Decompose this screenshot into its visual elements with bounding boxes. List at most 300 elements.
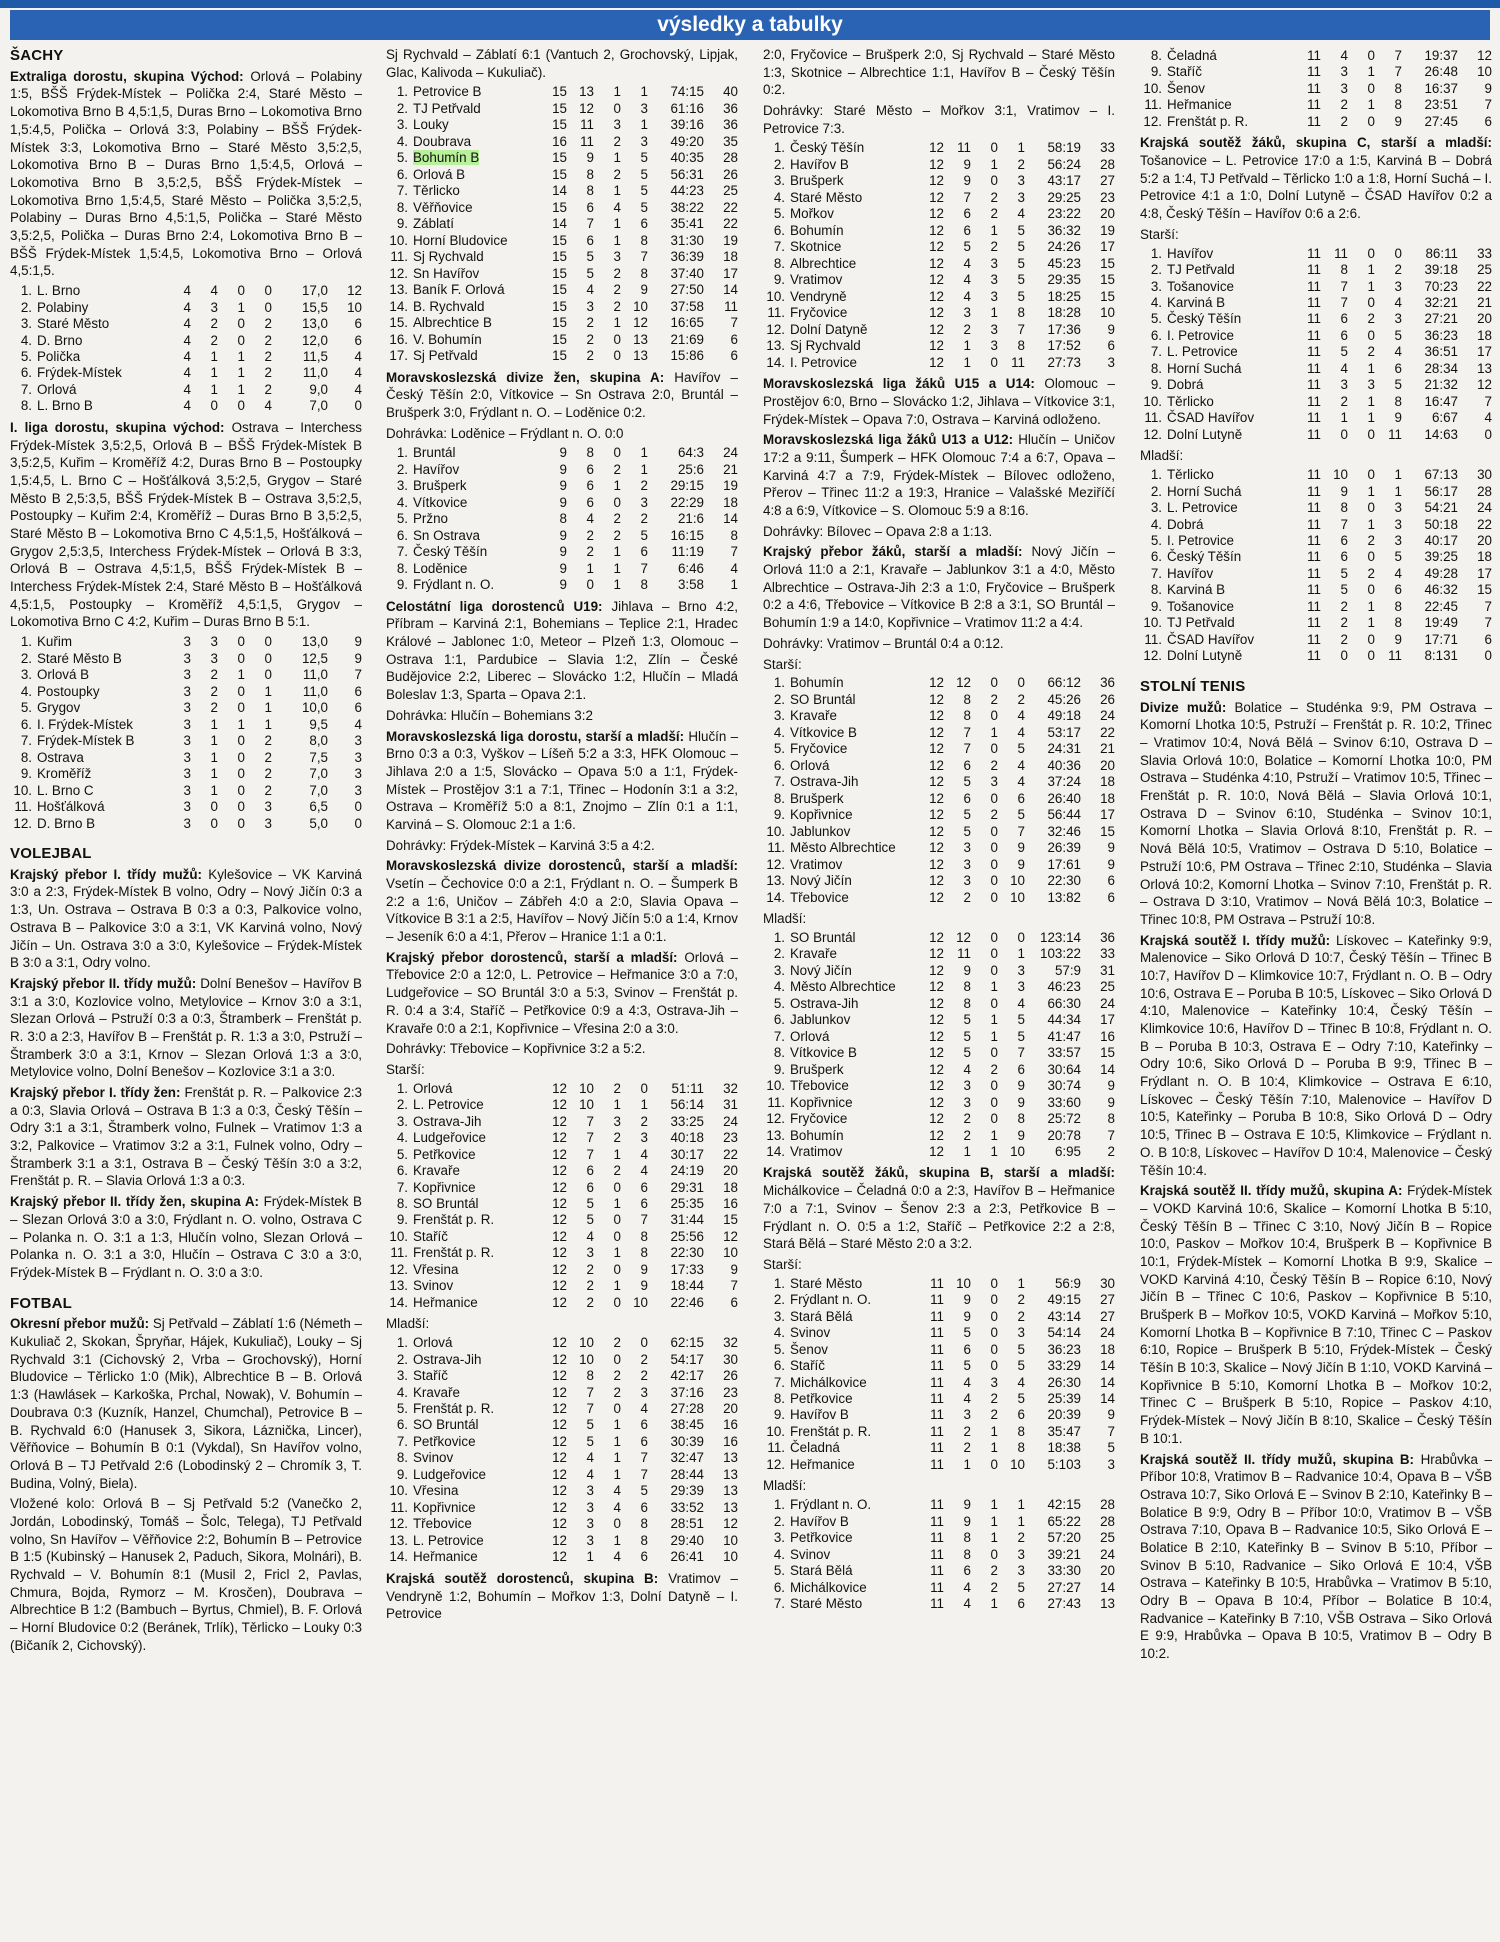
draws-cell: 1 <box>990 1423 998 1439</box>
losses-cell: 0 <box>1017 675 1025 691</box>
results-text: Nový Jičín – Orlová 11:0 a 2:1, Kravaře – Jablunkov 3:1 a 4:0, Město Albrechtice – Ostrava-Jih 2:3 a 1:0, Fryčovice – Brušperk 0:2 a 4:6, Třebovice – Vítkovice B 2:8 a 3:1, SO Bruntál – Bohumín 1:9 a 14:0, Kopřivnice – Vratimov 11:2 a 4:4. <box>763 544 1115 631</box>
wins-cell: 9 <box>963 1513 971 1529</box>
result-paragraph <box>386 1570 738 1623</box>
losses-cell: 4 <box>1017 206 1025 222</box>
team-name-cell: Orlová B <box>37 667 90 683</box>
points-cell: 12 <box>723 1228 738 1244</box>
draws-cell: 0 <box>1367 48 1375 63</box>
played-cell: 11 <box>1307 598 1321 614</box>
points-cell: 6 <box>354 316 362 332</box>
score-cell: 57:20 <box>1047 1530 1081 1546</box>
played-cell: 3 <box>183 700 191 716</box>
team-name-cell: Město Albrechtice <box>790 840 896 856</box>
losses-cell: 2 <box>1017 1292 1025 1308</box>
table-row <box>10 300 362 316</box>
draws-cell: 1 <box>1367 598 1375 614</box>
points-cell: 21 <box>1100 741 1115 757</box>
team-name-cell: Michálkovice <box>790 1579 867 1595</box>
table-row <box>763 1563 1115 1579</box>
draws-cell: 0 <box>990 1308 998 1324</box>
score-cell: 3:58 <box>677 577 704 593</box>
team-name-cell: Frýdlant n. O. <box>790 1292 872 1308</box>
wins-cell: 8 <box>963 1546 971 1562</box>
points-cell: 32 <box>723 1080 738 1096</box>
team-name-cell: Heřmanice <box>790 1456 855 1472</box>
table-row <box>386 1417 738 1433</box>
played-cell: 11 <box>930 1440 944 1456</box>
table-row <box>10 398 362 414</box>
competition-name: I. liga dorostu, skupina východ: <box>10 419 225 435</box>
team-name-cell: Kopřivnice <box>413 1179 476 1195</box>
team-name-cell: Michálkovice <box>790 1374 867 1390</box>
result-paragraph <box>763 635 1115 653</box>
draws-cell: 1 <box>1367 97 1375 113</box>
score-cell: 22:30 <box>670 1245 704 1261</box>
draws-cell: 1 <box>613 1278 621 1294</box>
table-row <box>10 684 362 700</box>
points-cell: 20 <box>1100 757 1115 773</box>
draws-cell: 2 <box>613 298 621 314</box>
competition-name: Krajská soutěž žáků, skupina C, starší a mladší: <box>1140 135 1492 151</box>
losses-cell: 8 <box>1394 598 1402 614</box>
draws-cell: 1 <box>613 560 621 576</box>
table-row <box>763 157 1115 173</box>
played-cell: 12 <box>552 1294 567 1310</box>
score-cell: 35:47 <box>1047 1423 1081 1439</box>
wins-cell: 5 <box>586 265 594 281</box>
played-cell: 12 <box>929 140 944 156</box>
draws-cell: 0 <box>237 733 245 749</box>
points-cell: 4 <box>354 348 362 364</box>
losses-cell: 4 <box>640 1163 648 1179</box>
table-row <box>763 1144 1115 1160</box>
team-name-cell: Jablunkov <box>790 823 851 839</box>
points-cell: 11 <box>724 298 738 314</box>
rank-cell: 2. <box>773 1513 785 1529</box>
result-paragraph <box>763 102 1115 137</box>
losses-cell: 1 <box>1394 483 1402 499</box>
points-cell: 25 <box>1100 979 1115 995</box>
table-row <box>763 338 1115 354</box>
draws-cell: 2 <box>990 1579 998 1595</box>
losses-cell: 9 <box>640 1278 648 1294</box>
team-name-cell: Dobrá <box>1167 377 1204 393</box>
losses-cell: 6 <box>640 216 648 232</box>
draws-cell: 1 <box>613 84 621 100</box>
losses-cell: 8 <box>640 265 648 281</box>
losses-cell: 3 <box>264 815 272 831</box>
points-cell: 30 <box>723 1351 738 1367</box>
rank-cell: 2. <box>20 650 32 666</box>
team-name-cell: L. Brno B <box>37 398 93 414</box>
team-name-cell: Horní Suchá <box>1167 483 1242 499</box>
table-row <box>763 1358 1115 1374</box>
score-cell: 33:52 <box>670 1499 704 1515</box>
wins-cell: 2 <box>210 316 218 332</box>
score-cell: 29:25 <box>1047 189 1081 205</box>
team-name-cell: Heřmanice <box>413 1549 478 1565</box>
results-text: Dohrávky: Frýdek-Místek – Karviná 3:5 a 4:2. <box>386 837 655 853</box>
table-row <box>386 1278 738 1294</box>
played-cell: 12 <box>929 1012 944 1028</box>
table-row <box>1140 484 1492 500</box>
draws-cell: 0 <box>613 348 621 364</box>
played-cell: 12 <box>552 1351 567 1367</box>
wins-cell: 1 <box>586 1549 594 1565</box>
table-row <box>1140 410 1492 426</box>
table-row <box>386 1401 738 1417</box>
draws-cell: 2 <box>990 239 998 255</box>
wins-cell: 3 <box>210 299 218 315</box>
points-cell: 17 <box>1100 807 1115 823</box>
team-name-cell: Svinov <box>413 1450 454 1466</box>
losses-cell: 5 <box>640 166 648 182</box>
losses-cell: 2 <box>1017 1530 1025 1546</box>
losses-cell: 4 <box>640 1146 648 1162</box>
played-cell: 12 <box>929 338 944 354</box>
rank-cell: 9. <box>396 1466 408 1482</box>
losses-cell: 1 <box>640 1097 648 1113</box>
points-cell: 9 <box>1107 321 1115 337</box>
losses-cell: 7 <box>1394 64 1402 80</box>
played-cell: 12 <box>929 889 944 905</box>
points-cell: 7 <box>1484 97 1492 113</box>
played-cell: 11 <box>1307 311 1321 327</box>
points-cell: 33 <box>1477 245 1492 261</box>
draws-cell: 2 <box>613 1080 621 1096</box>
wins-cell: 0 <box>1340 648 1348 664</box>
wins-cell: 10 <box>956 1275 971 1291</box>
played-cell: 11 <box>1307 532 1321 548</box>
points-cell: 13 <box>723 1483 738 1499</box>
losses-cell: 10 <box>1010 1143 1025 1159</box>
score-cell: 29:35 <box>1047 272 1081 288</box>
team-name-cell: Vítkovice B <box>790 724 857 740</box>
played-cell: 14 <box>552 216 567 232</box>
score-cell: 27:21 <box>1424 311 1458 327</box>
played-cell: 15 <box>552 249 567 265</box>
played-cell: 11 <box>1307 393 1321 409</box>
table-row <box>763 272 1115 288</box>
table-row <box>386 1245 738 1261</box>
table-subheading: Starší: <box>763 1256 802 1272</box>
score-cell: 39:18 <box>1424 262 1458 278</box>
score-cell: 28:34 <box>1424 360 1458 376</box>
points-cell: 36 <box>723 117 738 133</box>
competition-name: Krajský přebor žáků, starší a mladší: <box>763 544 1023 560</box>
draws-cell: 1 <box>1367 516 1375 532</box>
draws-cell: 0 <box>613 1516 621 1532</box>
wins-cell: 7 <box>586 1130 594 1146</box>
table-row <box>763 1029 1115 1045</box>
draws-cell: 1 <box>990 156 998 172</box>
score-cell: 44:34 <box>1047 1012 1081 1028</box>
rank-cell: 2. <box>396 100 408 116</box>
rank-cell: 2. <box>396 1351 408 1367</box>
losses-cell: 12 <box>633 315 648 331</box>
draws-cell: 1 <box>237 716 245 732</box>
score-cell: 56:14 <box>670 1097 704 1113</box>
results-text: Frýdek-Místek – VOKD Karviná 10:6, Skalice – Komorní Lhotka B 5:10, Český Těšín B – Třinec C 3:10, Nový Jičín B – Ropice 10:0, Paskov – Mořkov 10:4, Brušperk B – Kopřivnice B 10:1, Frýdek-Místek – Komorní Lhotka B 9:9, Skalice – VOKD Karviná 4:10, Český Těšín B – Ropice 6:10, Nový Jičín B – Třinec C 10:6, Paskov – Kopřivnice B 5:10, Brušperk B – Mořkov 10:5, VOKD Karviná – Mořkov 5:10, Komorní Lhotka B – Kopřivnice B 7:10, Třinec C – Paskov 6:10, Ropice – Brušperk B 5:10, Frýdek-Místek – Český Těšín B 10:3, Skalice – Nový Jičín B 1:10, VOKD Karviná – Kopřivnice B 5:10, Komorní Lhotka B – Mořkov 10:2, Třinec C – Brušperk B 5:10, Ropice – Paskov 4:10, Frýdek-Místek – Nový Jičín B 8:10, Skalice – Český Těšín B 10:1. <box>1140 1183 1492 1446</box>
wins-cell: 4 <box>586 1228 594 1244</box>
rank-cell: 13. <box>389 282 408 298</box>
score-cell: 6:46 <box>677 560 704 576</box>
rank-cell: 7. <box>773 1596 785 1611</box>
score-cell: 21:6 <box>677 511 704 527</box>
table-row <box>386 1500 738 1516</box>
score-cell: 54:17 <box>670 1351 704 1367</box>
wins-cell: 3 <box>586 298 594 314</box>
rank-cell: 4. <box>396 1384 408 1400</box>
table-row <box>10 333 362 349</box>
results-text: Kylešovice – VK Karviná 3:0 a 2:3, Frýdek-Místek B volno, Odry – Nový Jičín 0:3 a 1:3, Un. Ostrava – Ostrava B 0:3 a 0:3, Palkovice volno, Ostrava B – Palkovice 3:0 a 3:1, VK Karviná volno, Nový Jičín – Un. Ostrava 3:0 a 3:0, Kylešovice – Frýdek-Místek B 3:0 a 3:1, Odry volno. <box>10 866 362 971</box>
points-cell: 7 <box>730 1278 738 1294</box>
results-text: Dohrávky: Bílovec – Opava 2:8 a 1:13. <box>763 523 993 539</box>
table-row <box>10 750 362 766</box>
result-paragraph <box>10 866 362 972</box>
losses-cell: 6 <box>1017 1061 1025 1077</box>
losses-cell: 8 <box>1017 305 1025 321</box>
wins-cell: 6 <box>963 206 971 222</box>
losses-cell: 7 <box>1017 823 1025 839</box>
draws-cell: 0 <box>990 889 998 905</box>
wins-cell: 6 <box>963 1341 971 1357</box>
wins-cell: 4 <box>1340 360 1348 376</box>
draws-cell: 1 <box>990 1127 998 1143</box>
rank-cell: 3. <box>1150 500 1162 516</box>
table-row <box>386 1434 738 1450</box>
losses-cell: 2 <box>1017 156 1025 172</box>
team-name-cell: Polabiny <box>37 299 89 315</box>
rank-cell: 12. <box>389 1516 408 1532</box>
team-name-cell: Kravaře <box>413 1163 460 1179</box>
team-name-cell: Vendryně <box>790 288 847 304</box>
played-cell: 12 <box>552 1483 567 1499</box>
rank-cell: 6. <box>773 1012 785 1028</box>
competition-name: Krajský přebor I. třídy mužů: <box>10 866 202 882</box>
results-text: Hlučín – Uničov 17:2 a 9:11, Šumperk – HFK Olomouc 7:4 a 6:7, Opava – Karviná 4:7 a 7:9, Frýdek-Místek – Bílovec odloženo, Přerov – Třinec 11:2 a 19:3, Hranice – Valašské Meziříčí 4:8 a 6:9, Vítkovice – S. Olomouc 5:9 a 8:16. <box>763 432 1116 519</box>
table-row <box>763 1497 1115 1513</box>
score-cell: 24:31 <box>1047 741 1081 757</box>
points-cell: 10 <box>1100 305 1115 321</box>
results-text: Dohrávky: Třebovice – Kopřivnice 3:2 a 5:2. <box>386 1041 646 1057</box>
result-paragraph <box>386 837 738 855</box>
table-row <box>386 445 738 461</box>
score-cell: 12,0 <box>301 332 328 348</box>
score-cell: 20:39 <box>1047 1407 1081 1423</box>
played-cell: 12 <box>552 1417 567 1433</box>
draws-cell: 1 <box>613 1450 621 1466</box>
score-cell: 49:15 <box>1047 1292 1081 1308</box>
draws-cell: 4 <box>613 1483 621 1499</box>
points-cell: 24 <box>1477 500 1492 516</box>
wins-cell: 3 <box>963 840 971 856</box>
table-row <box>763 322 1115 338</box>
wins-cell: 3 <box>1340 64 1348 80</box>
team-name-cell: Svinov <box>790 1325 831 1341</box>
losses-cell: 8 <box>1394 80 1402 96</box>
played-cell: 12 <box>929 305 944 321</box>
rank-cell: 2. <box>773 691 785 707</box>
played-cell: 11 <box>1307 582 1321 598</box>
points-cell: 17 <box>1100 239 1115 255</box>
draws-cell: 2 <box>613 133 621 149</box>
team-name-cell: Doubrava <box>413 133 472 149</box>
table-row <box>763 256 1115 272</box>
score-cell: 36:32 <box>1047 222 1081 238</box>
table-row <box>1140 344 1492 360</box>
rank-cell: 8. <box>396 1195 408 1211</box>
points-cell: 6 <box>354 700 362 716</box>
team-name-cell: Polička <box>37 348 81 364</box>
score-cell: 18:28 <box>1047 305 1081 321</box>
points-cell: 12 <box>723 1516 738 1532</box>
draws-cell: 0 <box>990 823 998 839</box>
wins-cell: 2 <box>586 1294 594 1310</box>
table-row <box>386 134 738 150</box>
played-cell: 3 <box>183 683 191 699</box>
draws-cell: 0 <box>990 140 998 156</box>
team-name-cell: L. Petrovice <box>413 1097 484 1113</box>
rank-cell: 1. <box>20 283 32 299</box>
wins-cell: 9 <box>586 150 594 166</box>
losses-cell: 9 <box>1017 840 1025 856</box>
played-cell: 4 <box>183 316 191 332</box>
played-cell: 11 <box>1307 377 1321 393</box>
team-name-cell: Mořkov <box>790 206 834 222</box>
points-cell: 9 <box>1107 1078 1115 1094</box>
points-cell: 8 <box>1107 1111 1115 1127</box>
wins-cell: 6 <box>1340 327 1348 343</box>
team-name-cell: L. Petrovice <box>413 1532 484 1548</box>
competition-name: Krajský přebor dorostenců, starší a mladší: <box>386 949 678 965</box>
table-row <box>1140 517 1492 533</box>
competition-name: Krajská soutěž II. třídy mužů, skupina B: <box>1140 1451 1415 1467</box>
team-name-cell: Čeladná <box>790 1440 840 1456</box>
rank-cell: 15. <box>389 315 408 331</box>
wins-cell: 0 <box>586 577 594 593</box>
losses-cell: 5 <box>640 150 648 166</box>
table-row <box>10 700 362 716</box>
team-name-cell: TJ Petřvald <box>413 100 481 116</box>
team-name-cell: Havířov <box>413 461 460 477</box>
points-cell: 17 <box>1477 344 1492 360</box>
rank-cell: 5. <box>773 1341 785 1357</box>
draws-cell: 0 <box>990 929 998 945</box>
played-cell: 12 <box>552 1179 567 1195</box>
rank-cell: 5. <box>396 1146 408 1162</box>
points-cell: 14 <box>1100 1579 1115 1595</box>
team-name-cell: Petrovice B <box>413 84 482 100</box>
losses-cell: 1 <box>1017 140 1025 156</box>
score-cell: 15,5 <box>301 299 328 315</box>
table-subheading: Mladší: <box>763 911 807 926</box>
table-row <box>386 1163 738 1179</box>
losses-cell: 9 <box>1394 410 1402 426</box>
wins-cell: 2 <box>1340 393 1348 409</box>
losses-cell: 6 <box>1394 582 1402 598</box>
score-cell: 8:131 <box>1424 648 1458 664</box>
table-row <box>386 1262 738 1278</box>
played-cell: 12 <box>552 1163 567 1179</box>
score-cell: 11,0 <box>302 683 328 699</box>
played-cell: 11 <box>1307 615 1321 631</box>
losses-cell: 10 <box>633 298 648 314</box>
wins-cell: 8 <box>963 691 971 707</box>
points-cell: 6 <box>1484 631 1492 647</box>
points-cell: 14 <box>723 511 738 527</box>
draws-cell: 1 <box>237 667 245 683</box>
wins-cell: 3 <box>586 1532 594 1548</box>
losses-cell: 2 <box>1394 262 1402 278</box>
table-row <box>10 283 362 299</box>
points-cell: 7 <box>1484 598 1492 614</box>
losses-cell: 3 <box>264 799 272 815</box>
table-row <box>763 725 1115 741</box>
losses-cell: 10 <box>633 1294 648 1310</box>
team-name-cell: Skotnice <box>790 239 842 255</box>
table-row <box>386 462 738 478</box>
points-cell: 16 <box>723 1195 738 1211</box>
played-cell: 12 <box>552 1113 567 1129</box>
wins-cell: 2 <box>586 331 594 347</box>
table-row <box>386 1180 738 1196</box>
played-cell: 11 <box>930 1546 944 1562</box>
played-cell: 11 <box>1307 500 1321 516</box>
draws-cell: 1 <box>1367 262 1375 278</box>
points-cell: 0 <box>354 815 362 831</box>
draws-cell: 1 <box>237 381 245 397</box>
draws-cell: 1 <box>990 1513 998 1529</box>
losses-cell: 8 <box>1394 615 1402 631</box>
team-name-cell: Stará Bělá <box>790 1563 853 1579</box>
table-row <box>763 1514 1115 1530</box>
played-cell: 11 <box>1307 483 1321 499</box>
draws-cell: 1 <box>613 1433 621 1449</box>
losses-cell: 0 <box>264 634 272 650</box>
team-name-cell: Kravaře <box>413 1384 460 1400</box>
draws-cell: 1 <box>1367 615 1375 631</box>
rank-cell: 2. <box>1150 483 1162 499</box>
losses-cell: 5 <box>1017 272 1025 288</box>
team-name-cell: Sn Havířov <box>413 265 480 281</box>
losses-cell: 3 <box>640 494 648 510</box>
rank-cell: 1. <box>773 929 785 945</box>
losses-cell: 2 <box>264 365 272 381</box>
played-cell: 4 <box>183 283 191 299</box>
wins-cell: 6 <box>586 199 594 215</box>
played-cell: 12 <box>929 206 944 222</box>
points-cell: 16 <box>723 1417 738 1433</box>
team-name-cell: Nový Jičín <box>790 873 852 889</box>
table-row <box>386 511 738 527</box>
draws-cell: 0 <box>237 316 245 332</box>
losses-cell: 2 <box>640 511 648 527</box>
rank-cell: 5. <box>773 206 785 222</box>
team-name-cell: Grygov <box>37 700 81 716</box>
rank-cell: 4. <box>773 1325 785 1341</box>
wins-cell: 5 <box>963 1045 971 1061</box>
rank-cell: 3. <box>773 1530 785 1546</box>
points-cell: 18 <box>723 1179 738 1195</box>
score-cell: 13:82 <box>1047 889 1081 905</box>
team-name-cell: Český Těšín <box>790 140 865 156</box>
losses-cell: 7 <box>1017 1045 1025 1061</box>
competition-name: Okresní přebor mužů: <box>10 1316 150 1332</box>
rank-cell: 8. <box>773 790 785 806</box>
rank-cell: 14. <box>389 298 408 314</box>
losses-cell: 1 <box>640 461 648 477</box>
